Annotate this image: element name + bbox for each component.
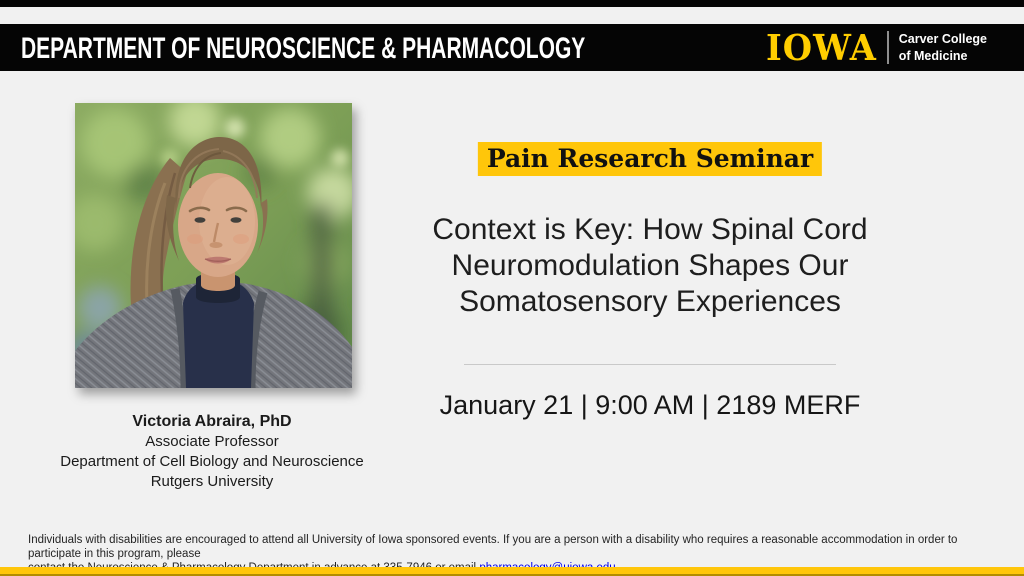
series-badge: Pain Research Seminar — [478, 142, 822, 176]
seminar-title — [410, 212, 890, 320]
speaker-university: Rutgers University — [150, 473, 274, 490]
iowa-wordmark: IOWA — [766, 26, 877, 69]
college-name — [899, 31, 987, 64]
bottom-gold-bar — [0, 567, 1024, 576]
speaker-photo — [75, 103, 352, 388]
disclaimer-line1: Individuals with disabilities are encouraged to attend all University of Iowa sponsored events. If you are a person with a disability who requires a reasonable accommodation in order to participate in this program, please — [28, 534, 958, 560]
speaker-title: Associate Professor — [145, 433, 279, 450]
speaker-name: Victoria Abraira, PhD — [132, 413, 292, 430]
department-title: DEPARTMENT OF NEUROSCIENCE & PHARMACOLOGY — [21, 32, 586, 65]
seminar-details — [410, 0, 890, 576]
speaker-info — [26, 412, 398, 492]
divider-line — [464, 364, 836, 365]
title-line-3: Somatosensory Experiences — [459, 285, 841, 318]
college-line1: Carver College — [898, 32, 987, 47]
datetime-location: January 21 | 9:00 AM | 2189 MERF — [439, 390, 861, 420]
title-line-1: Context is Key: How Spinal Cord — [432, 213, 868, 246]
speaker-department: Department of Cell Biology and Neuroscience — [60, 453, 364, 470]
title-line-2: Neuromodulation Shapes Our — [451, 249, 849, 282]
college-line2: of Medicine — [898, 48, 968, 63]
